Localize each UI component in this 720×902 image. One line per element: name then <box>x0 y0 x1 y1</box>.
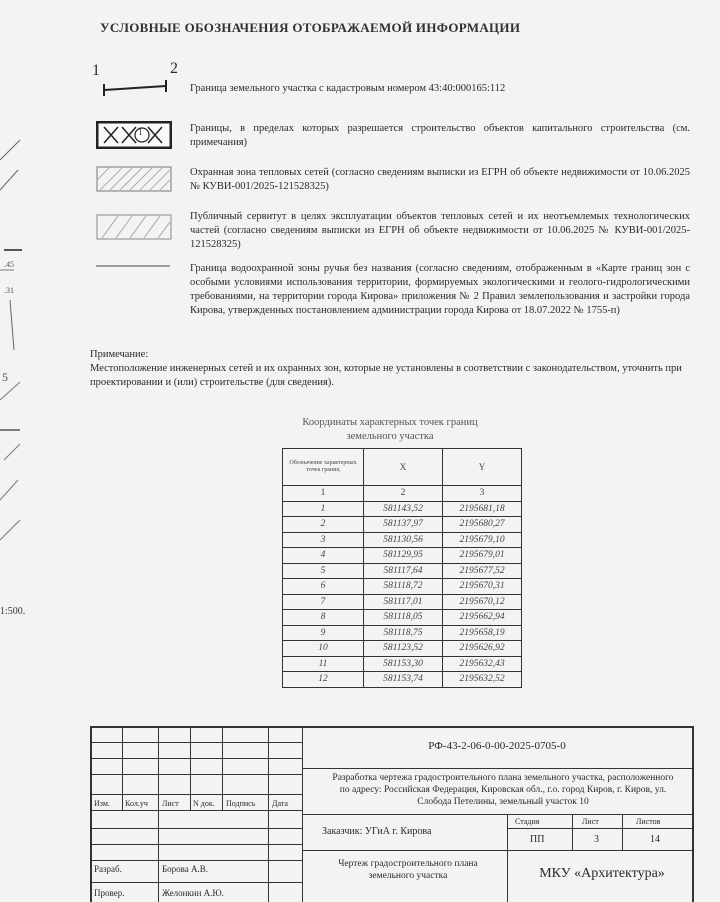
edge-fragment-text: .45 <box>4 260 14 269</box>
sheets-value: 14 <box>650 834 660 845</box>
edge-fragment-text: 5 <box>2 370 8 384</box>
role-label: Разраб. <box>94 864 122 874</box>
note-heading: Примечание: <box>90 349 149 360</box>
protection-zone-icon <box>96 166 172 194</box>
edge-fragment-scale: 1:500. <box>0 606 26 617</box>
legend-text-boundary: Граница земельного участка с кадастровым номером 43:40:000165:112 <box>190 83 506 94</box>
x-value: 581137,97 <box>364 517 443 533</box>
table-row <box>283 532 522 548</box>
y-value: 2195679,10 <box>443 532 522 548</box>
sheet-value: 3 <box>594 834 599 845</box>
role-name: Борова А.В. <box>162 864 209 874</box>
legend-text-heat-network: Охранная зона тепловых сетей (согласно сведениям выписки из ЕГРН об объекте недвижимости от 10.06.2025 № КУВИ-001/2025-121528325) <box>190 167 690 192</box>
y-value: 2195679,01 <box>443 548 522 564</box>
x-value: 581130,56 <box>364 532 443 548</box>
col-header-x: X <box>364 449 443 486</box>
boundary-line-icon <box>90 60 180 100</box>
index-cell: 1 <box>283 486 364 502</box>
stamp-header: Кол.уч <box>125 799 148 808</box>
point-id: 9 <box>283 625 364 641</box>
stage-label: Стадия <box>515 817 540 826</box>
customer: Заказчик: УГиА г. Кирова <box>322 826 432 837</box>
point-id: 1 <box>283 501 364 517</box>
coords-table-title: Координаты характерных точек границ земельного участка <box>302 417 478 442</box>
table-row <box>283 625 522 641</box>
col-header-y: Y <box>443 449 522 486</box>
y-value: 2195632,43 <box>443 656 522 672</box>
title-block <box>90 726 694 902</box>
water-zone-line-icon <box>96 262 172 270</box>
coords-table <box>282 448 522 688</box>
x-value: 581153,30 <box>364 656 443 672</box>
point-label-1: 1 <box>92 62 100 79</box>
point-id: 4 <box>283 548 364 564</box>
point-id: 7 <box>283 594 364 610</box>
sheets-label: Листов <box>636 817 661 826</box>
x-value: 581117,01 <box>364 594 443 610</box>
legend-text-building-zone: Границы, в пределах которых разрешается строительство объектов капитального строительства (см. примечания) <box>190 123 690 148</box>
x-value: 581153,74 <box>364 672 443 688</box>
document-code: РФ-43-2-06-0-00-2025-0705-0 <box>428 740 566 752</box>
edge-fragment-text: .31 <box>4 286 14 295</box>
y-value: 2195632,52 <box>443 672 522 688</box>
easement-icon <box>96 214 172 242</box>
table-row <box>283 501 522 517</box>
stamp-header: Дата <box>272 799 288 808</box>
point-id: 5 <box>283 563 364 579</box>
stamp-header: Лист <box>162 799 179 808</box>
page-title: УСЛОВНЫЕ ОБОЗНАЧЕНИЯ ОТОБРАЖАЕМОЙ ИНФОРМАЦИИ <box>100 20 521 35</box>
y-value: 2195662,94 <box>443 610 522 626</box>
point-id: 10 <box>283 641 364 657</box>
x-value: 581143,52 <box>364 501 443 517</box>
legend-text-easement: Публичный сервитут в целях эксплуатации объектов тепловых сетей и их неотъемлемых технологических частей (согласно сведениям выписки из ЕГРН об объекте недвижимости от 10.06.2025 № КУВИ-001/2025-121528325) <box>190 211 690 250</box>
point-id: 11 <box>283 656 364 672</box>
y-value: 2195670,12 <box>443 594 522 610</box>
drawing-name: Чертеж градостроительного плана земельного участка <box>338 859 478 881</box>
point-id: 12 <box>283 672 364 688</box>
note-block <box>90 348 690 390</box>
y-value: 2195677,52 <box>443 563 522 579</box>
index-cell: 3 <box>443 486 522 502</box>
index-cell: 2 <box>364 486 443 502</box>
x-value: 581118,05 <box>364 610 443 626</box>
point-label-2: 2 <box>170 60 178 77</box>
x-value: 581117,64 <box>364 563 443 579</box>
x-value: 581123,52 <box>364 641 443 657</box>
point-id: 3 <box>283 532 364 548</box>
project-description: Разработка чертежа градостроительного плана земельного участка, расположенного по адресу: Российская Федерация, Кировская обл., г.о. город Киров, г. Киров, ул. Слобода Петелины, земельный участок 10 <box>332 773 674 807</box>
table-row <box>283 548 522 564</box>
table-row <box>283 641 522 657</box>
table-row <box>283 656 522 672</box>
y-value: 2195680,27 <box>443 517 522 533</box>
x-value: 581118,72 <box>364 579 443 595</box>
zone-number: 1 <box>138 127 143 137</box>
table-row <box>283 517 522 533</box>
point-id: 2 <box>283 517 364 533</box>
y-value: 2195658,19 <box>443 625 522 641</box>
note-text: Местоположение инженерных сетей и их охранных зон, которые не установлены в соответствии с законодательством, уточнить при проектировании и (или) строительстве (для сведения). <box>90 363 682 388</box>
x-value: 581129,95 <box>364 548 443 564</box>
stage-value: ПП <box>530 834 545 845</box>
y-value: 2195670,31 <box>443 579 522 595</box>
sheet-label: Лист <box>582 817 599 826</box>
role-name: Желонкин А.Ю. <box>162 888 224 898</box>
legend-text-water-zone: Граница водоохранной зоны ручья без названия (согласно сведениям, отображенным в «Карте границ зон с особыми условиями использования территории, формируемых экологическими и геолого-гидрологическими требованиями, на территории города Кирова» приложения № 2 Правил землепользования и застройки города Кирова, утвержденных постановлением администрации города Кирова от 18.07.2022 № 1755-п) <box>190 263 690 316</box>
table-row <box>283 610 522 626</box>
table-row <box>283 672 522 688</box>
table-row <box>283 579 522 595</box>
stamp-header: Изм. <box>94 799 110 808</box>
y-value: 2195626,92 <box>443 641 522 657</box>
point-id: 8 <box>283 610 364 626</box>
y-value: 2195681,18 <box>443 501 522 517</box>
table-row <box>283 594 522 610</box>
building-zone-icon <box>96 121 172 149</box>
role-label: Провер. <box>94 888 125 898</box>
stamp-header: Подпись <box>226 799 256 808</box>
organization: МКУ «Архитектура» <box>539 866 665 881</box>
stamp-header: N док. <box>193 799 215 808</box>
point-id: 6 <box>283 579 364 595</box>
col-header-point: Обозначение характерных точек границ <box>283 449 364 486</box>
edge-fragment-lines <box>0 100 24 560</box>
table-row <box>283 563 522 579</box>
x-value: 581118,75 <box>364 625 443 641</box>
